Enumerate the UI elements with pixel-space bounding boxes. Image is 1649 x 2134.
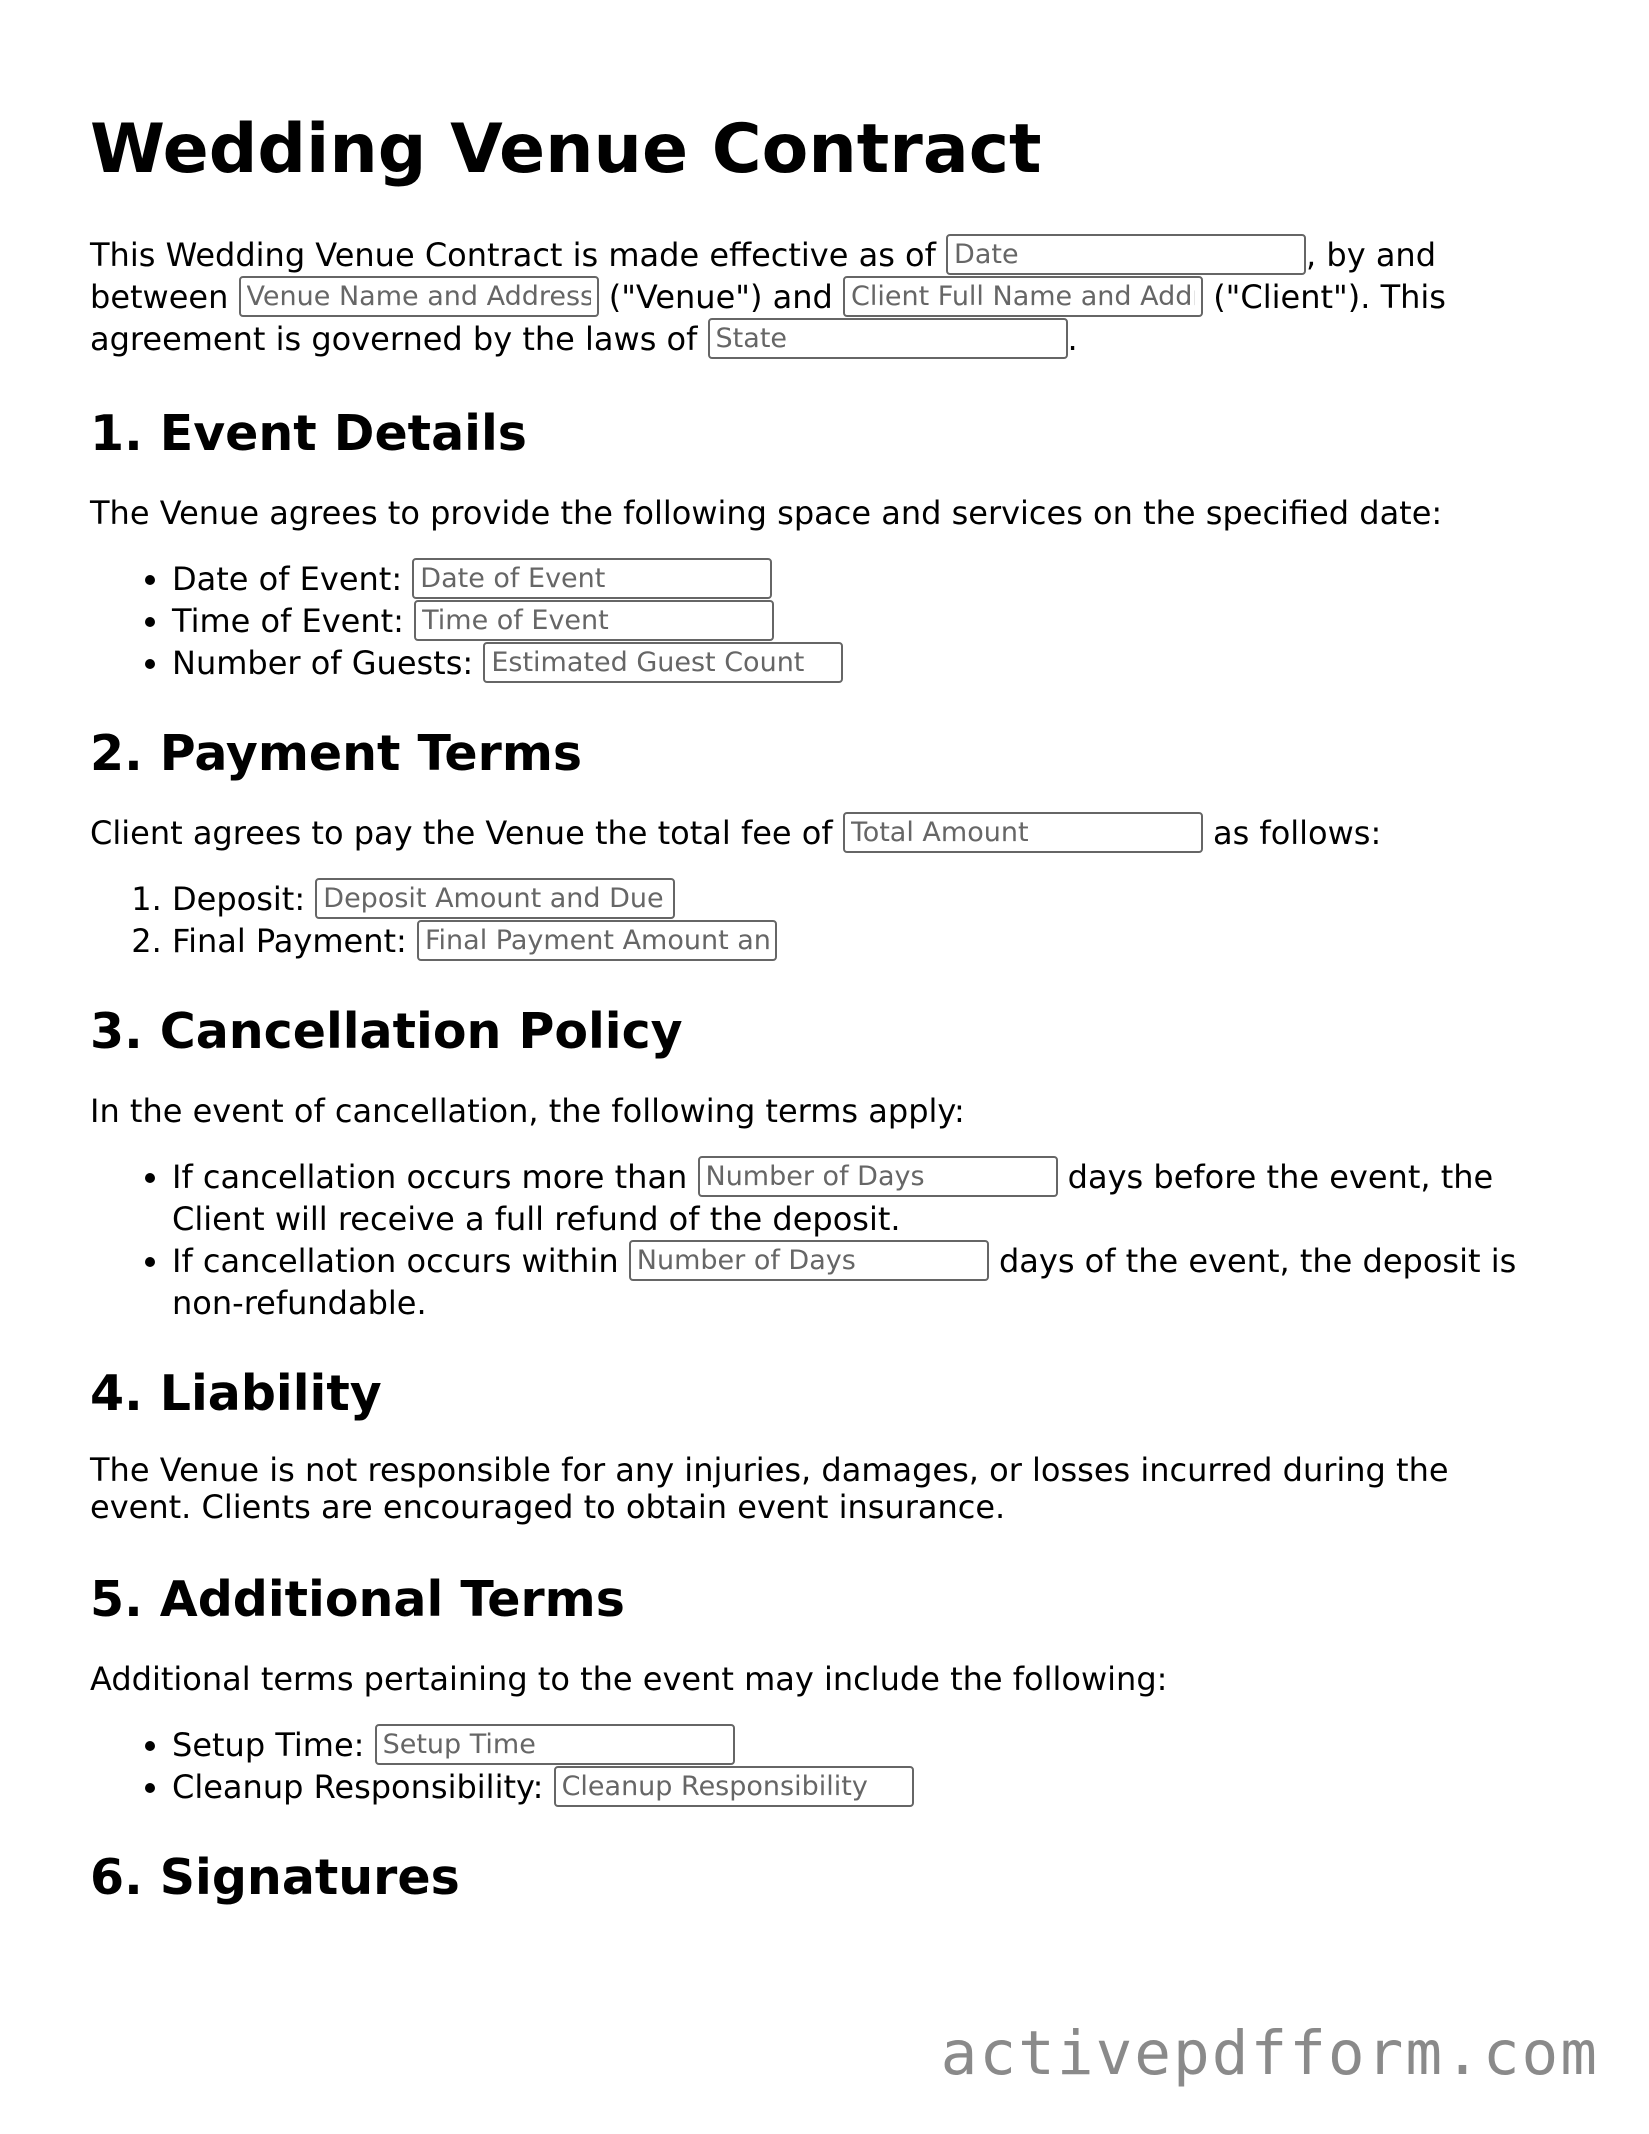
deposit-field[interactable]: [315, 878, 675, 919]
effective-date-field[interactable]: [946, 234, 1306, 275]
contract-page: [90, 110, 1550, 1908]
total-amount-field[interactable]: [843, 812, 1203, 853]
cancellation-list: [90, 1156, 1550, 1324]
intro-paragraph: [90, 234, 1550, 360]
section-heading-liability: 4. Liability: [90, 1365, 382, 1422]
guest-count-field[interactable]: [483, 642, 843, 683]
final-payment-label: Final Payment:: [172, 922, 417, 960]
date-of-event-field[interactable]: [412, 558, 772, 599]
intro-text-3: ("Venue") and: [598, 278, 844, 316]
event-details-text: The Venue agrees to provide the following space and services on the specified date:: [90, 494, 1443, 532]
cancel-more-than-text: If cancellation occurs more than: [172, 1158, 698, 1196]
list-item: [172, 1766, 1550, 1808]
list-item: [172, 1156, 1550, 1240]
deposit-label: Deposit:: [172, 880, 316, 918]
section-heading-event-details: 1. Event Details: [90, 405, 527, 462]
section-heading-cancellation: 3. Cancellation Policy: [90, 1003, 683, 1060]
list-item: [172, 600, 1550, 642]
venue-name-field[interactable]: [239, 276, 599, 317]
list-item: [172, 1724, 1550, 1766]
cancellation-text: In the event of cancellation, the following terms apply:: [90, 1092, 965, 1130]
cancel-within-text: If cancellation occurs within: [172, 1242, 629, 1280]
time-of-event-field[interactable]: [414, 600, 774, 641]
section-heading-additional-terms: 5. Additional Terms: [90, 1571, 625, 1628]
watermark: activepdfform.com: [940, 2018, 1599, 2089]
days-before-field[interactable]: [698, 1156, 1058, 1197]
additional-terms-list: [90, 1724, 1550, 1808]
payment-terms-text: [90, 812, 1550, 854]
final-payment-field[interactable]: [417, 920, 777, 961]
time-of-event-label: Time of Event:: [172, 602, 415, 640]
section-heading-payment-terms: 2. Payment Terms: [90, 725, 583, 782]
state-field[interactable]: [708, 318, 1068, 359]
list-item: [172, 558, 1550, 600]
number-of-guests-label: Number of Guests:: [172, 644, 484, 682]
list-item: [172, 920, 1550, 962]
additional-terms-text: Additional terms pertaining to the event may include the following:: [90, 1660, 1168, 1698]
list-item: [172, 642, 1550, 684]
intro-text-5: .: [1067, 320, 1078, 358]
list-item: [172, 1240, 1550, 1324]
payment-text-1: Client agrees to pay the Venue the total fee of: [90, 814, 843, 852]
intro-text-2: , by and between: [90, 236, 1437, 316]
list-item: [172, 878, 1550, 920]
cancel-refund-text: days before the event, the Client will receive a full refund of the deposit.: [172, 1158, 1494, 1238]
client-name-field[interactable]: [843, 276, 1203, 317]
liability-text: The Venue is not responsible for any injuries, damages, or losses incurred during the event. Clients are encouraged to obtain event insurance.: [90, 1451, 1449, 1526]
section-heading-signatures: 6. Signatures: [90, 1849, 460, 1906]
days-within-field[interactable]: [629, 1240, 989, 1281]
cleanup-label: Cleanup Responsibility:: [172, 1768, 554, 1806]
event-details-list: [90, 558, 1550, 684]
intro-text-1: This Wedding Venue Contract is made effective as of: [90, 236, 947, 274]
setup-time-label: Setup Time:: [172, 1726, 375, 1764]
cleanup-field[interactable]: [554, 1766, 914, 1807]
payment-terms-list: [90, 878, 1550, 962]
intro-text-4: ("Client"). This agreement is governed by the laws of: [90, 278, 1446, 358]
date-of-event-label: Date of Event:: [172, 560, 413, 598]
cancel-nonrefundable-text: days of the event, the deposit is non-refundable.: [172, 1242, 1517, 1322]
page-title: Wedding Venue Contract: [90, 110, 1042, 189]
setup-time-field[interactable]: [375, 1724, 735, 1765]
payment-text-2: as follows:: [1202, 814, 1382, 852]
